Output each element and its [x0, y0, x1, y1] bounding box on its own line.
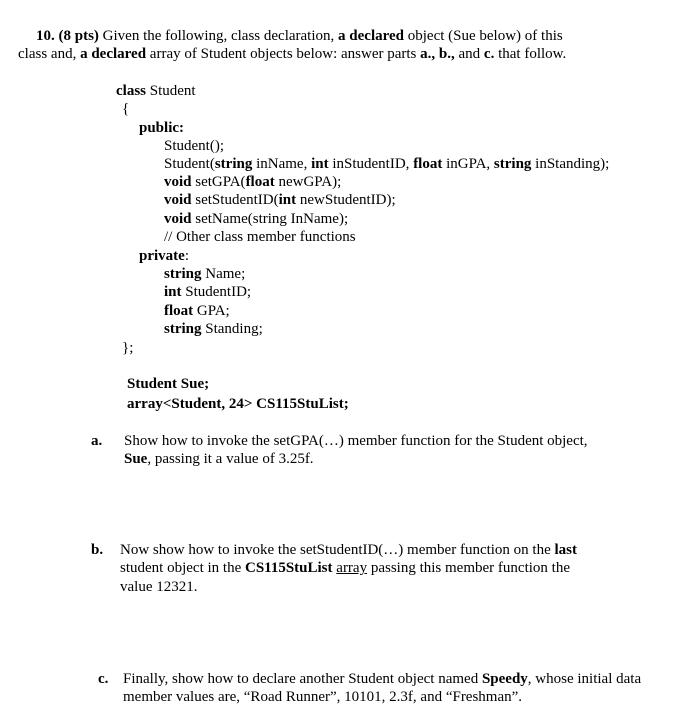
part-a-text: , passing it a value of 3.25f. — [147, 451, 314, 467]
code-text: StudentID; — [185, 284, 252, 300]
part-c-text: Finally, show how to declare another Student object named — [123, 671, 479, 687]
code-ctor-full — [164, 155, 609, 173]
code-member-studentid — [164, 283, 251, 301]
code-text: inGPA, — [446, 156, 491, 172]
keyword: class — [116, 83, 146, 99]
code-comment: // Other class member functions — [164, 229, 356, 245]
part-a-line-2 — [124, 450, 314, 468]
code-text: Student( — [164, 156, 215, 172]
keyword: float — [164, 303, 194, 319]
code-member-standing — [164, 320, 263, 338]
code-setstudentid — [164, 191, 396, 209]
question-intro-bold: a declared — [338, 28, 404, 44]
part-c-label: c. — [98, 671, 109, 687]
code-text: inStanding); — [535, 156, 610, 172]
question-number: 10. — [36, 28, 55, 44]
question-intro-text: class and, — [18, 46, 77, 62]
code-text: GPA; — [196, 303, 230, 319]
code-text: newGPA); — [278, 174, 342, 190]
code-member-name — [164, 265, 245, 283]
code-open-brace: { — [122, 101, 130, 117]
keyword: float — [245, 174, 275, 190]
object-name: Speedy — [481, 671, 528, 687]
part-b-line-1 — [120, 541, 577, 559]
part-c-line-2: member values are, “Road Runner”, 10101, 2.3f, and “Freshman”. — [123, 689, 523, 705]
code-text: inName, — [256, 156, 308, 172]
part-b-text: passing this member function the — [370, 560, 570, 576]
part-c-text: , whose initial data — [527, 671, 642, 687]
part-ref-c: c. — [483, 46, 495, 62]
part-a-label: a. — [91, 433, 103, 449]
part-a-line-1: Show how to invoke the setGPA(…) member function for the Student object, — [124, 433, 588, 449]
code-text: newStudentID); — [299, 192, 396, 208]
array-name: CS115StuList — [244, 560, 333, 576]
code-text: inStudentID, — [332, 156, 410, 172]
keyword: void — [164, 211, 192, 227]
question-intro-text: and — [458, 46, 481, 62]
question-header-line-1 — [36, 27, 563, 45]
code-text: array<Student, 24> CS115StuList; — [127, 396, 349, 412]
question-points: (8 pts) — [58, 28, 99, 44]
keyword: public: — [139, 120, 185, 136]
part-ref-a: a., — [420, 46, 436, 62]
code-class-line — [116, 82, 196, 100]
part-b-text: Now show how to invoke the setStudentID(…) member function on the — [120, 542, 551, 558]
question-intro-bold: a declared — [80, 46, 147, 62]
code-decl-sue — [127, 375, 209, 393]
code-setgpa — [164, 173, 341, 191]
part-b-line-3: value 12321. — [120, 579, 198, 595]
question-header-line-2 — [18, 45, 566, 63]
keyword: int — [311, 156, 329, 172]
code-ctor-default: Student(); — [164, 138, 224, 154]
part-b-line-2 — [120, 559, 570, 577]
code-text: Name; — [205, 266, 246, 282]
class-name: Student — [149, 83, 196, 99]
code-text: Standing; — [205, 321, 263, 337]
keyword: string — [493, 156, 532, 172]
question-intro-text: array of Student objects below: answer parts — [149, 46, 417, 62]
code-text: setGPA( — [195, 174, 246, 190]
code-setname — [164, 210, 348, 228]
code-text: setName(string InName); — [195, 211, 349, 227]
code-text: Student Sue; — [127, 376, 210, 392]
code-text: setStudentID( — [195, 192, 279, 208]
code-text: : — [184, 248, 189, 264]
part-b-label: b. — [91, 542, 104, 558]
code-member-gpa — [164, 302, 230, 320]
part-b-text: student object in the — [120, 560, 242, 576]
code-close-brace: }; — [122, 340, 134, 356]
code-private-label — [139, 247, 189, 265]
emphasis: last — [554, 542, 578, 558]
question-intro-text: Given the following, class declaration, — [102, 28, 335, 44]
keyword: void — [164, 174, 192, 190]
keyword: void — [164, 192, 192, 208]
code-decl-array — [127, 395, 349, 413]
object-name: Sue — [124, 451, 148, 467]
part-c-line-1 — [123, 670, 641, 688]
part-ref-b: b., — [438, 46, 455, 62]
keyword: float — [413, 156, 443, 172]
keyword: string — [164, 321, 202, 337]
question-intro-text: that follow. — [498, 46, 567, 62]
code-public-label — [139, 119, 184, 137]
keyword: string — [164, 266, 202, 282]
underlined-word: array — [336, 560, 368, 576]
keyword: int — [164, 284, 182, 300]
keyword: int — [278, 192, 297, 208]
question-intro-text: object (Sue below) of this — [407, 28, 563, 44]
keyword: private — [139, 248, 185, 264]
keyword: string — [214, 156, 253, 172]
